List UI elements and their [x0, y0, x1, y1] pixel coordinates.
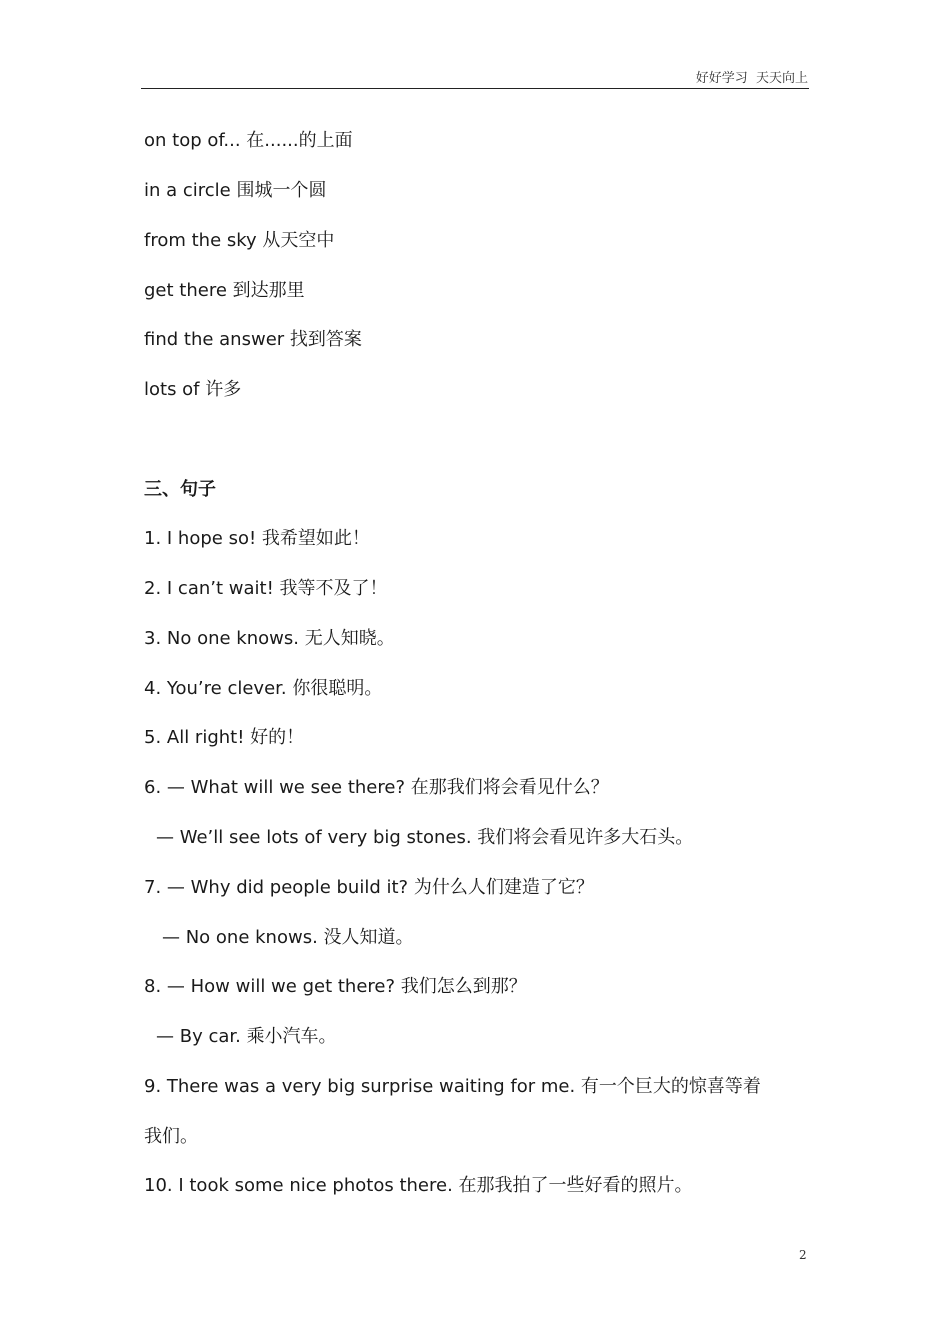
sentence-answer: — By car. 乘小汽车。 — [156, 1026, 337, 1047]
page-number: 2 — [799, 1248, 807, 1262]
header-motto: 好好学习 天天向上 — [695, 71, 808, 86]
sentence-item: 4. You’re clever. 你很聪明。 — [144, 678, 383, 699]
phrase-item: on top of... 在......的上面 — [144, 130, 353, 151]
phrase-item: from the sky 从天空中 — [144, 230, 335, 251]
phrase-item: find the answer 找到答案 — [144, 329, 362, 350]
phrase-item: lots of 许多 — [144, 379, 242, 400]
sentence-item: 10. I took some nice photos there. 在那我拍了一些好看的照片。 — [144, 1175, 693, 1196]
sentence-item: 9. There was a very big surprise waiting for me. 有一个巨大的惊喜等着 — [144, 1076, 761, 1097]
phrase-item: in a circle 围城一个圆 — [144, 180, 327, 201]
sentence-answer: — No one knows. 没人知道。 — [162, 927, 414, 948]
sentence-item: 2. I can’t wait! 我等不及了！ — [144, 578, 388, 599]
sentence-item: 1. I hope so! 我希望如此！ — [144, 528, 370, 549]
sentence-item: 3. No one knows. 无人知晓。 — [144, 628, 395, 649]
sentence-item: 8. — How will we get there? 我们怎么到那？ — [144, 976, 527, 997]
sentence-answer: — We’ll see lots of very big stones. 我们将会看见许多大石头。 — [156, 827, 694, 848]
phrase-item: get there 到达那里 — [144, 280, 305, 301]
sentence-item: 6. — What will we see there? 在那我们将会看见什么？ — [144, 777, 609, 798]
sentence-continuation: 我们。 — [144, 1126, 198, 1147]
section-title: 三、句子 — [144, 479, 216, 500]
sentence-item: 7. — Why did people build it? 为什么人们建造了它？ — [144, 877, 594, 898]
header-divider — [141, 88, 809, 89]
sentence-item: 5. All right! 好的！ — [144, 727, 305, 748]
